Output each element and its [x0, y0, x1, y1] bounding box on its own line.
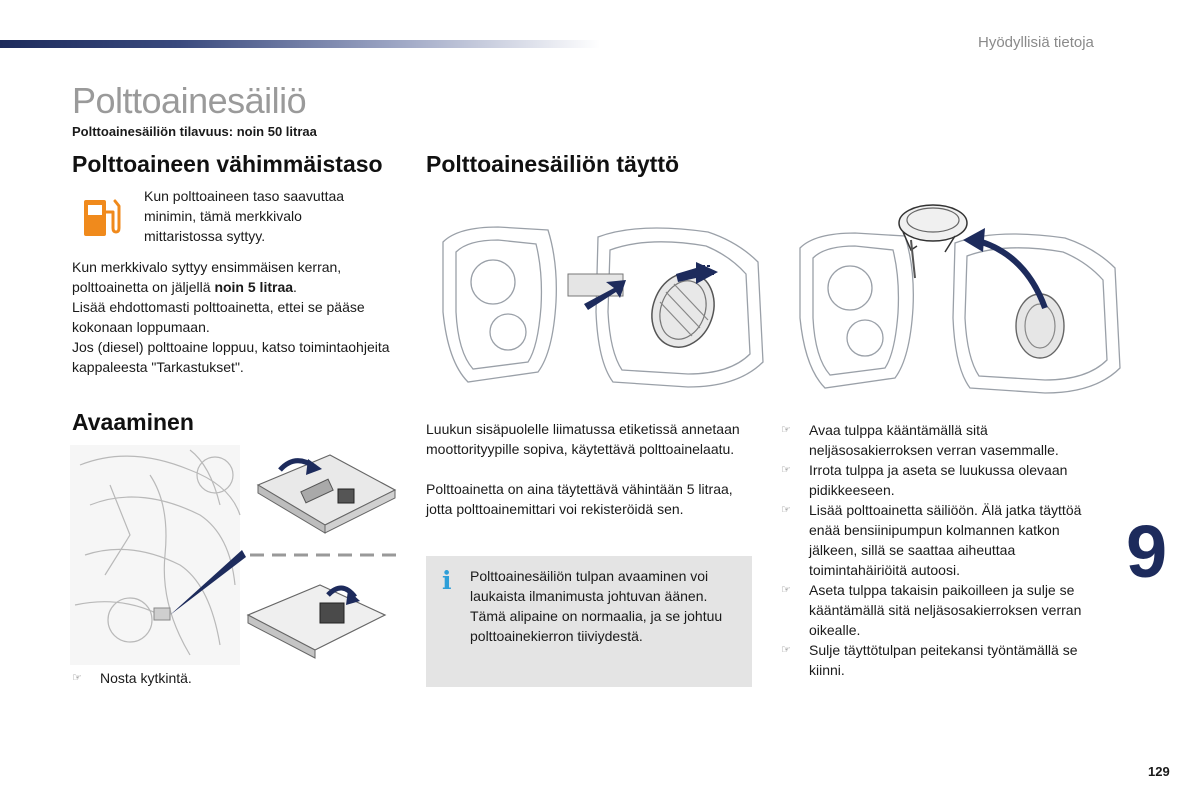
filling-step-text: Lisää polttoainetta säiliöön. Älä jatka täyttöä enää bensiinipumpun kolmannen katkon jälkeen, sillä se saattaa aiheuttaa toimintahäiriöitä autoosi. — [809, 502, 1082, 578]
min-level-body-pre: Kun merkkivalo syttyy ensimmäisen kerran, polttoainetta on jäljellä — [72, 259, 342, 295]
hand-pointer-icon: ☞ — [781, 464, 791, 476]
filling-step — [781, 500, 1111, 580]
fuel-flap-label-illustration — [438, 222, 768, 392]
min-level-body-post: . — [293, 279, 297, 295]
hand-pointer-icon: ☞ — [781, 424, 791, 436]
filling-paragraph-2: Polttoainetta on aina täytettävä vähintään 5 litraa, jotta polttoainemittari voi rekisteröidä sen. — [426, 481, 733, 517]
opening-step — [72, 668, 392, 688]
opening-heading: Avaaminen — [72, 409, 194, 435]
min-level-body — [72, 257, 402, 377]
header-gradient-bar — [0, 40, 600, 48]
filling-step — [781, 640, 1111, 680]
chapter-number: 9 — [1126, 510, 1168, 593]
min-level-body-bold: noin 5 litraa — [214, 279, 294, 295]
info-icon: i — [442, 566, 452, 595]
filling-step-text: Avaa tulppa kääntämällä sitä neljäsosakierroksen verran vasemmalle. — [809, 422, 1059, 458]
filling-step-text: Irrota tulppa ja aseta se luukussa olevaan pidikkeeseen. — [809, 462, 1068, 498]
opening-step-text: Nosta kytkintä. — [100, 670, 192, 686]
filling-steps — [781, 420, 1111, 680]
warning-light-text: Kun polttoaineen taso saavuttaa minimin, tämä merkkivalo mittaristossa syttyy. — [144, 188, 345, 244]
opening-steps — [72, 668, 392, 688]
info-text: Polttoainesäiliön tulpan avaaminen voi laukaista ilmanimusta johtuvan äänen. Tämä alipaine on normaalia, ja se johtuu polttoainekierron tiiviydestä. — [470, 568, 723, 644]
fuel-flap-release-switch-illustration — [70, 445, 400, 665]
tank-capacity: Polttoainesäiliön tilavuus: noin 50 litraa — [72, 124, 317, 139]
fuel-pump-warning-icon — [82, 198, 122, 238]
hand-pointer-icon: ☞ — [781, 584, 791, 596]
filling-paragraph-1: Luukun sisäpuolelle liimatussa etiketissä annetaan moottorityypille sopiva, käytettävä polttoainelaatu. — [426, 421, 740, 457]
filling-step — [781, 420, 1111, 460]
hand-pointer-icon: ☞ — [781, 644, 791, 656]
min-level-heading: Polttoaineen vähimmäistaso — [72, 151, 383, 177]
fuel-cap-holder-illustration — [795, 198, 1125, 393]
page-number: 129 — [1148, 764, 1170, 779]
filling-step — [781, 580, 1111, 640]
min-level-body-3: Jos (diesel) polttoaine loppuu, katso toimintaohjeita kappaleesta "Tarkastukset". — [72, 339, 390, 375]
filling-heading: Polttoainesäiliön täyttö — [426, 151, 680, 177]
hand-pointer-icon: ☞ — [781, 504, 791, 516]
hand-pointer-icon: ☞ — [72, 672, 82, 684]
min-level-body-2: Lisää ehdottomasti polttoainetta, ettei se pääse kokonaan loppumaan. — [72, 299, 365, 335]
filling-step-text: Aseta tulppa takaisin paikoilleen ja sulje se kääntämällä sitä neljäsosakierroksen verran oikealle. — [809, 582, 1082, 638]
filling-step — [781, 460, 1111, 500]
section-title: Hyödyllisiä tietoja — [978, 34, 1094, 51]
page-title: Polttoainesäiliö — [72, 80, 307, 121]
filling-step-text: Sulje täyttötulpan peitekansi työntämällä se kiinni. — [809, 642, 1078, 678]
